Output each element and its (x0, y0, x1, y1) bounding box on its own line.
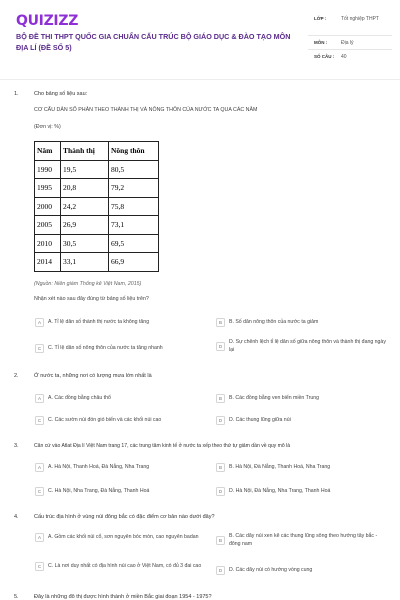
answer-option-b[interactable] (216, 318, 386, 327)
data-table (34, 141, 159, 272)
table-cell: 2005 (35, 216, 61, 235)
answer-option-a[interactable] (35, 463, 205, 472)
table-row (35, 234, 159, 253)
answer-option-b[interactable] (216, 533, 386, 548)
table-cell: 2000 (35, 197, 61, 216)
question-number: 5. (14, 594, 19, 600)
meta-key: LỚP : (314, 16, 327, 21)
option-letter-badge: A (35, 318, 44, 327)
table-cell: 1990 (35, 160, 61, 179)
table-cell: 1995 (35, 179, 61, 198)
option-letter-badge: D (216, 487, 225, 496)
option-text: B. Các dãy núi xen kẽ các thung lũng sông theo hướng tây bắc - đông nam (229, 533, 378, 547)
table-cell: 30,5 (61, 234, 109, 253)
quizizz-logo: QUIZIZZ (16, 13, 79, 29)
meta-key: SỐ CÂU : (314, 54, 335, 59)
option-letter-badge: B (216, 318, 225, 327)
table-header-cell: Năm (35, 142, 61, 161)
table-row (35, 197, 159, 216)
table-cell: 66,9 (109, 253, 159, 272)
table-cell: 80,5 (109, 160, 159, 179)
meta-value: 40 (341, 54, 347, 60)
option-letter-badge: A (35, 394, 44, 403)
option-letter-badge: B (216, 463, 225, 472)
question-number: 3. (14, 443, 19, 449)
answer-option-c[interactable] (35, 344, 205, 353)
answer-option-d[interactable] (216, 566, 386, 575)
option-text: A. Gồm các khối núi cổ, sơn nguyên bóc mòn, cao nguyên badan (48, 533, 199, 540)
question-number: 4. (14, 514, 19, 520)
meta-key: MÔN : (314, 40, 328, 45)
table-cell: 75,8 (109, 197, 159, 216)
option-letter-badge: B (216, 394, 225, 403)
table-row (35, 160, 159, 179)
table-unit: (Đơn vị: %) (34, 124, 61, 130)
meta-row-count (308, 50, 392, 64)
answer-option-a[interactable] (35, 394, 205, 403)
option-text: D. Sự chênh lệch tỉ lệ dân số giữa nông thôn và thành thị đang ngày lại (229, 339, 386, 353)
option-letter-badge: C (35, 562, 44, 571)
meta-row-class (308, 12, 392, 36)
meta-value: Tốt nghiệp THPT (341, 16, 379, 22)
option-text: D. Các dãy núi có hướng vòng cung (229, 566, 313, 573)
table-row (35, 253, 159, 272)
question-stem: Đây là những đô thị được hình thành ở miền Bắc giai đoạn 1954 - 1975? (34, 594, 212, 600)
question-number: 2. (14, 373, 19, 379)
table-cell: 19,5 (61, 160, 109, 179)
answer-option-b[interactable] (216, 394, 386, 403)
table-row (35, 179, 159, 198)
option-letter-badge: C (35, 416, 44, 425)
question-stem: Cấu trúc địa hình ở vùng núi đông bắc có đặc điểm cơ bản nào dưới đây? (34, 514, 215, 520)
meta-row-subject (308, 36, 392, 50)
option-text: B. Các đồng bằng ven biển miền Trung (229, 394, 319, 401)
table-cell: 24,2 (61, 197, 109, 216)
table-cell: 33,1 (61, 253, 109, 272)
answer-option-c[interactable] (35, 487, 205, 496)
answer-option-a[interactable] (35, 318, 205, 327)
question-stem: Căn cứ vào Atlat Địa lí Việt Nam trang 17, các trung tâm kinh tế ở nước ta xếp theo thứ tự giảm dần về quy mô là (34, 443, 291, 449)
option-text: B. Hà Nội, Đà Nẵng, Thanh Hoá, Nha Trang (229, 463, 331, 470)
question-number: 1. (14, 91, 19, 97)
table-cell: 79,2 (109, 179, 159, 198)
option-text: A. Các đồng bằng châu thổ (48, 394, 111, 401)
question-stem: Cho bảng số liệu sau: (34, 91, 88, 97)
table-header-row (35, 142, 159, 161)
option-text: C. Tỉ lệ dân số nông thôn của nước ta tăng nhanh (48, 344, 163, 351)
option-text: D. Các thung lũng giữa núi (229, 416, 291, 423)
option-text: D. Hà Nội, Đà Nẵng, Nha Trang, Thanh Hoá (229, 487, 331, 494)
table-source: (Nguồn: Niên giám Thống kê Việt Nam, 2015) (34, 281, 142, 287)
header-divider (0, 79, 400, 80)
option-letter-badge: A (35, 533, 44, 542)
option-letter-badge: D (216, 342, 225, 351)
table-row (35, 216, 159, 235)
table-cell: 2014 (35, 253, 61, 272)
answer-option-d[interactable] (216, 416, 386, 425)
answer-option-c[interactable] (35, 562, 205, 571)
table-header-cell: Nông thôn (109, 142, 159, 161)
answer-option-c[interactable] (35, 416, 205, 425)
table-cell: 2010 (35, 234, 61, 253)
answer-option-b[interactable] (216, 463, 386, 472)
option-text: C. Các sườn núi đón gió biển và các khối núi cao (48, 416, 162, 423)
option-text: A. Tỉ lệ dân số thành thị nước ta không tăng (48, 318, 150, 325)
question-stem: Ở nước ta, những nơi có lượng mưa lớn nhất là (34, 373, 152, 379)
option-text: B. Số dân nông thôn của nước ta giảm (229, 318, 319, 325)
table-cell: 20,8 (61, 179, 109, 198)
option-text: C. Hà Nội, Nha Trang, Đà Nẵng, Thanh Hoá (48, 487, 150, 494)
option-text: A. Hà Nội, Thanh Hoá, Đà Nẵng, Nha Trang (48, 463, 150, 470)
option-letter-badge: C (35, 344, 44, 353)
table-cell: 69,5 (109, 234, 159, 253)
option-letter-badge: D (216, 566, 225, 575)
answer-option-d[interactable] (216, 487, 386, 496)
question-prompt: Nhận xét nào sau đây đúng từ bảng số liệu trên? (34, 296, 149, 302)
page-title: BỘ ĐỀ THI THPT QUỐC GIA CHUẨN CẤU TRÚC BỘ GIÁO DỤC & ĐÀO TẠO MÔN ĐỊA LÍ (ĐỀ SỐ 5) (16, 32, 291, 52)
meta-panel (308, 12, 392, 64)
table-cell: 73,1 (109, 216, 159, 235)
meta-value: Địa lý (341, 40, 354, 46)
table-header-cell: Thành thị (61, 142, 109, 161)
option-letter-badge: A (35, 463, 44, 472)
option-letter-badge: D (216, 416, 225, 425)
answer-option-d[interactable] (216, 339, 386, 354)
option-letter-badge: B (216, 536, 225, 545)
table-cell: 26,9 (61, 216, 109, 235)
option-letter-badge: C (35, 487, 44, 496)
table-title: CƠ CẤU DÂN SỐ PHÂN THEO THÀNH THỊ VÀ NÔNG THÔN CỦA NƯỚC TA QUA CÁC NĂM (34, 107, 258, 113)
option-text: C. Là nơi duy nhất có địa hình núi cao ở Việt Nam, có đủ 3 đai cao (48, 562, 202, 569)
answer-option-a[interactable] (35, 533, 205, 542)
